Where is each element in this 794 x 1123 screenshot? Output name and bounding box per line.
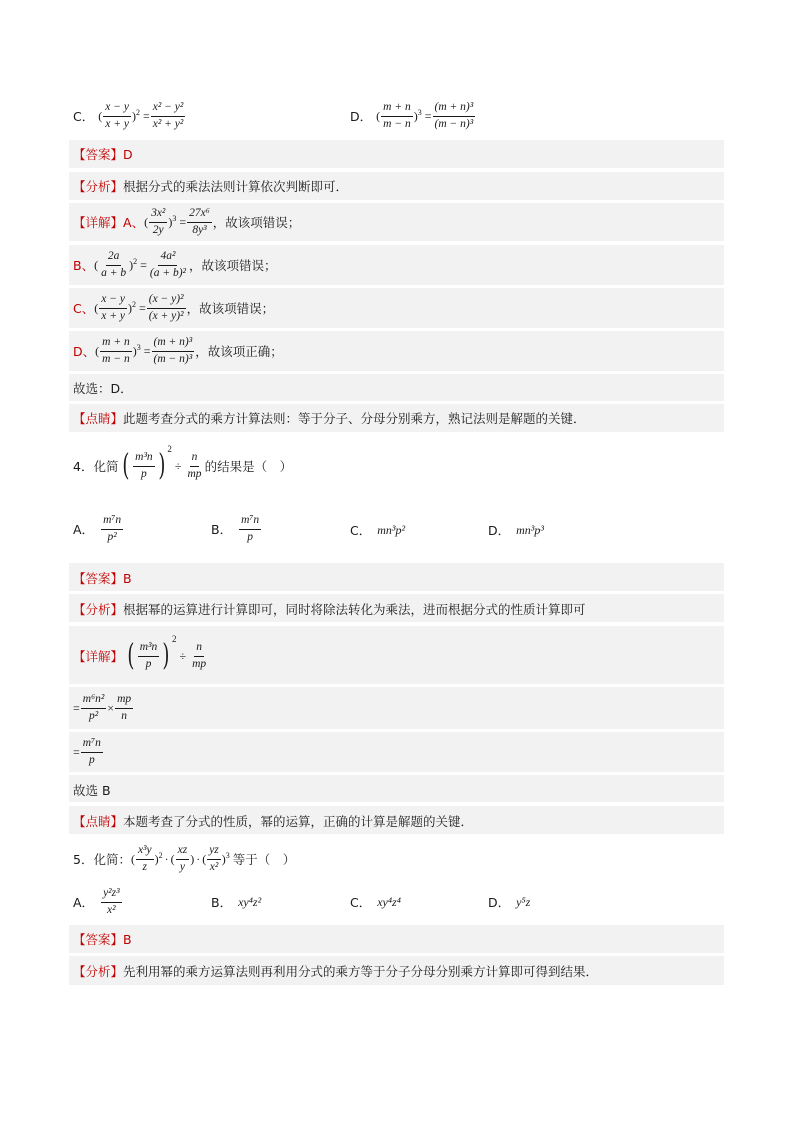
- shade-row: [69, 563, 724, 591]
- fraction: $\frac{\text{m³n}}{p}$: [139, 641, 158, 670]
- q3-detail-b: B、 ( $\frac{2a}{a + b}$ )$^2$ = $\frac{\text{4a²}}{\text{(a + b)²}}$ ，故该项错误；: [73, 250, 277, 279]
- q4-stem: 4．化简 ( $\frac{\text{m³n}}{p}$ ) 2 ÷ $\frac{n}{mp}$ 的结果是（ ）: [73, 444, 293, 483]
- fraction: $\frac{\text{y²z³}}{\text{x²}}$: [103, 887, 120, 916]
- fraction: $\frac{xz}{y}$: [177, 844, 188, 873]
- q5-option-a: [73, 884, 123, 920]
- answer-value: B: [123, 570, 132, 586]
- analysis-text: 先利用幂的乘方运算法则再利用分式的乘方等于分子分母分别乘方计算即可得到结果．: [123, 964, 599, 979]
- answer-value: B: [123, 931, 132, 947]
- q5-option-d: [488, 893, 530, 911]
- option-expr: mn³p³: [516, 522, 545, 537]
- shade-row: [69, 925, 724, 953]
- q4-choice: [73, 781, 111, 799]
- exponent: 2: [171, 634, 177, 644]
- option-expr: mn³p²: [377, 522, 406, 537]
- fraction: $\frac{m + n}{m - n}$: [383, 101, 411, 130]
- detail-label: D、: [73, 344, 96, 359]
- option-label: B．: [211, 522, 233, 537]
- option-expr: xy⁴z⁴: [377, 894, 401, 909]
- comment-text: 本题考查了分式的性质，幂的运算，正确的计算是解题的关键．: [123, 814, 474, 829]
- q3-detail-c: C、 ( $\frac{x - y}{x + y}$ )$^2$ = $\frac{\text{(x − y)²}}{\text{(x + y)²}}$ ，故该项错误；: [73, 293, 275, 322]
- equals: =: [73, 700, 80, 715]
- option-label: C．: [350, 523, 372, 538]
- fraction: $\frac{x - y}{x + y}$: [105, 101, 129, 130]
- option-label: D．: [488, 895, 511, 910]
- fraction: $\frac{\text{(m + n)³}}{\text{(m − n)³}}$: [153, 336, 193, 365]
- fraction: $\frac{\text{3x²}}{2y}$: [151, 207, 166, 236]
- choice-text: 故选 B: [73, 783, 111, 798]
- q3-analysis: [73, 177, 348, 195]
- operator: ×: [107, 700, 115, 715]
- answer-tag: 【答案】: [73, 571, 124, 586]
- q3-detail-a: 【详解】 A、 ( $\frac{\text{3x²}}{2y}$ )$^3$ = $\frac{\text{27x⁶}}{\text{8y³}}$ ，故该项错误；: [73, 207, 301, 236]
- fraction: $\frac{\text{4a²}}{\text{(a + b)²}}$: [149, 250, 186, 279]
- q4-comment: [73, 812, 473, 830]
- shade-row: [69, 140, 724, 168]
- q4-step-2: [73, 734, 104, 770]
- fraction: $\frac{\text{m⁷n}}{p}$: [241, 514, 260, 543]
- shade-row: [69, 687, 724, 729]
- fraction: $\frac{2a}{a + b}$: [101, 250, 127, 279]
- fraction: $\frac{x - y}{x + y}$: [101, 293, 125, 322]
- detail-label: A、: [123, 215, 145, 230]
- option-expr: xy⁴z²: [238, 894, 262, 909]
- fraction: $\frac{\text{m⁷n}}{p}$: [82, 737, 101, 766]
- fraction: $\frac{\text{x³y}}{z}$: [137, 844, 152, 873]
- q4-detail: 【详解】 ( $\frac{\text{m³n}}{p}$ ) 2 ÷ $\frac{n}{mp}$: [73, 634, 207, 673]
- analysis-text: 根据幂的运算进行计算即可，同时将除法转化为乘法，进而根据分式的性质计算即可: [123, 602, 586, 617]
- fraction: $\frac{mp}{n}$: [117, 693, 132, 722]
- option-label: B．: [211, 895, 233, 910]
- fraction: $\frac{n}{mp}$: [192, 641, 207, 670]
- fraction: $\frac{\text{(x − y)²}}{\text{(x + y)²}}$: [148, 293, 184, 322]
- comment-tag: 【点睛】: [73, 814, 124, 829]
- q5-analysis: [73, 962, 598, 980]
- q4-option-a: [73, 511, 124, 547]
- question-number: 5．化简：: [73, 852, 131, 867]
- fraction: $\frac{\text{m⁶n²}}{\text{p²}}$: [82, 693, 105, 722]
- option-label: D．: [350, 109, 373, 124]
- option-label: A．: [73, 522, 95, 537]
- detail-text: ，故该项错误；: [186, 301, 275, 316]
- q3-detail-d: D、 ( $\frac{m + n}{m - n}$ )$^3$ = $\frac{\text{(m + n)³}}{\text{(m − n)³}}$ ，故该项正确；: [73, 336, 283, 365]
- comment-text: 此题考查分式的乘方计算法则：等于分子、分母分别乘方，熟记法则是解题的关键．: [123, 411, 586, 426]
- operator: ÷: [174, 458, 182, 473]
- operator: ·: [196, 851, 201, 866]
- option-label: C．: [350, 895, 372, 910]
- q4-analysis: [73, 600, 586, 618]
- analysis-tag: 【分析】: [73, 179, 124, 194]
- q5-option-b: [211, 893, 261, 911]
- option-expr: y⁵z: [516, 894, 531, 909]
- detail-tag: 【详解】: [73, 649, 124, 664]
- q4-option-d: [488, 521, 544, 539]
- question-tail: 等于（ ）: [232, 852, 296, 867]
- fraction: $\frac{\text{27x⁶}}{\text{8y³}}$: [189, 207, 210, 236]
- q3-option-c: C． ( $\frac{x - y}{x + y}$ )$^2$ = $\frac{\text{x² − y²}}{\text{x² + y²}}$: [73, 101, 184, 130]
- analysis-tag: 【分析】: [73, 602, 124, 617]
- q3-comment: [73, 409, 586, 427]
- comment-tag: 【点睛】: [73, 411, 124, 426]
- answer-value: D: [123, 146, 133, 162]
- question-number: 4．化简: [73, 459, 119, 474]
- shade-row: [69, 732, 724, 772]
- detail-label: B、: [73, 258, 95, 273]
- equals: =: [73, 744, 80, 759]
- analysis-tag: 【分析】: [73, 964, 124, 979]
- shade-row: [69, 775, 724, 802]
- option-label: D．: [488, 523, 511, 538]
- fraction: $\frac{m + n}{m - n}$: [102, 336, 130, 365]
- choice-text: 故选：D．: [73, 381, 133, 396]
- fraction: $\frac{\text{x² − y²}}{\text{x² + y²}}$: [152, 101, 184, 130]
- exponent: 2: [167, 444, 172, 454]
- detail-text: ，故该项错误；: [189, 258, 277, 273]
- question-tail: 的结果是（ ）: [204, 459, 293, 474]
- fraction: $\frac{\text{m⁷n}}{\text{p²}}$: [103, 514, 122, 543]
- q4-option-c: [350, 521, 405, 539]
- detail-tag: 【详解】: [73, 215, 124, 230]
- q3-option-d: D． ( $\frac{m + n}{m - n}$ )$^3$ = $\frac{\text{(m + n)³}}{\text{(m − n)³}}$: [350, 101, 474, 130]
- detail-label: C、: [73, 301, 95, 316]
- detail-text: ，故该项错误；: [212, 215, 301, 230]
- option-label: A．: [73, 895, 95, 910]
- q4-option-b: [211, 511, 262, 547]
- answer-tag: 【答案】: [73, 147, 124, 162]
- fraction: $\frac{n}{mp}$: [187, 451, 202, 480]
- q3-choice: [73, 379, 133, 397]
- fraction: $\frac{\text{(m + n)³}}{\text{(m − n)³}}$: [434, 101, 474, 130]
- operator: ·: [164, 851, 169, 866]
- q5-stem: 5．化简： ( $\frac{\text{x³y}}{z}$ )$^2$ · ( $\frac{xz}{y}$ ) · ( $\frac{yz}{\text{x²}}$ )$^3$ 等于（ ）: [73, 844, 296, 873]
- operator: ÷: [179, 648, 187, 663]
- analysis-text: 根据分式的乘法法则计算依次判断即可．: [123, 179, 349, 194]
- q3-answer: [73, 145, 133, 163]
- q5-answer: [73, 930, 132, 948]
- q4-step-1: [73, 690, 134, 726]
- q4-answer: [73, 569, 132, 587]
- answer-tag: 【答案】: [73, 932, 124, 947]
- q5-option-c: [350, 893, 401, 911]
- fraction: $\frac{\text{m³n}}{p}$: [135, 451, 153, 480]
- detail-text: ，故该项正确；: [195, 344, 283, 359]
- shade-row: [69, 374, 724, 401]
- option-label: C．: [73, 109, 95, 124]
- fraction: $\frac{yz}{\text{x²}}$: [209, 844, 219, 873]
